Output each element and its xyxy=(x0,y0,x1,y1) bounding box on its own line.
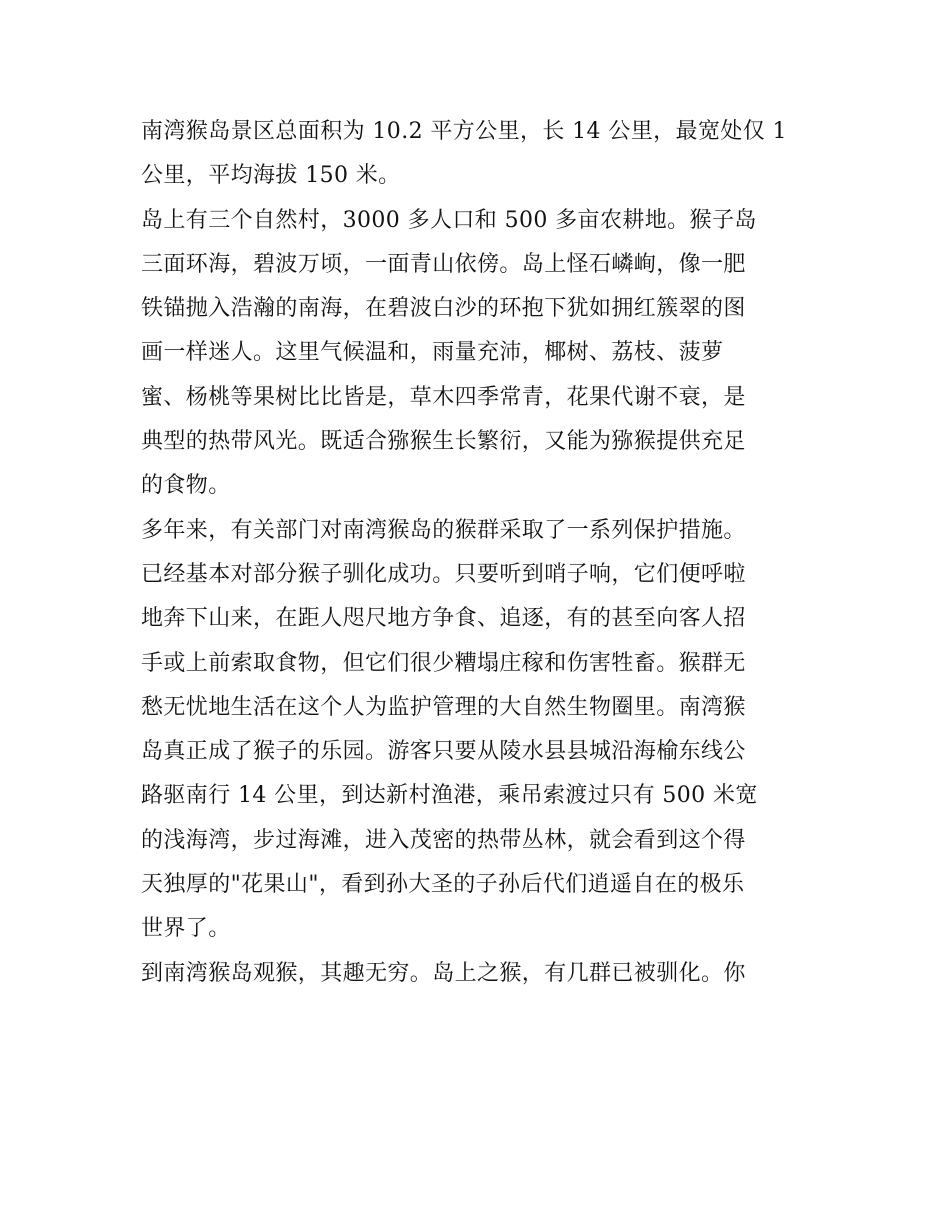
text-line: 岛真正成了猴子的乐园。游客只要从陵水县县城沿海榆东线公 xyxy=(141,739,746,765)
text-line: 地奔下山来，在距人咫尺地方争食、追逐，有的甚至向客人招 xyxy=(141,606,746,632)
text-line: 公里，平均海拔 150 米。 xyxy=(141,163,401,189)
text-line: 画一样迷人。这里气候温和，雨量充沛，椰树、荔枝、菠萝 xyxy=(141,340,724,366)
text-line: 岛上有三个自然村，3000 多人口和 500 多亩农耕地。猴子岛 xyxy=(141,207,757,233)
text-line: 铁锚抛入浩瀚的南海，在碧波白沙的环抱下犹如拥红簇翠的图 xyxy=(141,296,746,322)
text-line: 天独厚的"花果山"，看到孙大圣的子孙后代们逍遥自在的极乐 xyxy=(141,872,745,898)
text-line: 的浅海湾，步过海滩，进入茂密的热带丛林，就会看到这个得 xyxy=(141,827,746,853)
text-line: 典型的热带风光。既适合猕猴生长繁衍，又能为猕猴提供充足 xyxy=(141,429,746,455)
paragraph-monkey-watching xyxy=(141,952,821,996)
text-line: 的食物。 xyxy=(141,473,231,499)
text-line: 已经基本对部分猴子驯化成功。只要听到哨子响，它们便呼啦 xyxy=(141,561,746,587)
text-line: 南湾猴岛景区总面积为 10.2 平方公里，长 14 公里，最宽处仅 1 xyxy=(141,119,787,144)
text-line: 多年来，有关部门对南湾猴岛的猴群采取了一系列保护措施。 xyxy=(141,517,746,543)
text-line: 三面环海，碧波万顷，一面青山依傍。岛上怪石嶙峋，像一肥 xyxy=(141,251,746,277)
paragraph-protection-measures xyxy=(141,509,821,952)
text-line: 世界了。 xyxy=(141,916,231,942)
text-line: 到南湾猴岛观猴，其趣无穷。岛上之猴，有几群已被驯化。你 xyxy=(141,960,746,986)
text-line: 路驱南行 14 公里，到达新村渔港，乘吊索渡过只有 500 米宽 xyxy=(141,783,758,809)
text-line: 愁无忧地生活在这个人为监护管理的大自然生物圈里。南湾猴 xyxy=(141,694,746,720)
document-body xyxy=(141,110,821,996)
paragraph-island-description xyxy=(141,199,821,509)
text-line: 手或上前索取食物，但它们很少糟塌庄稼和伤害牲畜。猴群无 xyxy=(141,650,746,676)
paragraph-area-overview xyxy=(141,110,821,199)
text-line: 蜜、杨桃等果树比比皆是，草木四季常青，花果代谢不衰，是 xyxy=(141,384,746,410)
